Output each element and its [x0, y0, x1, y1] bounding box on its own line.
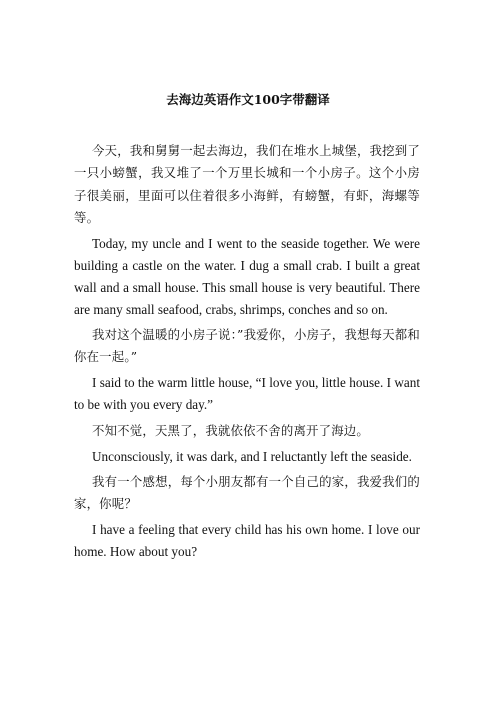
paragraph-en-4: I have a feeling that every child has his own home. I love our home. How about you? [74, 522, 420, 560]
paragraph-zh-1: 今天，我和舅舅一起去海边，我们在堆水上城堡，我挖到了一只小螃蟹，我又堆了一个万里长城和一个小房子。这个小房子很美丽，里面可以住着很多小海鲜，有螃蟹，有虾，海螺等等。 [74, 143, 420, 225]
paragraph-zh-2: 我对这个温暖的小房子说：”我爱你，小房子，我想每天都和你在一起。” [74, 327, 420, 365]
paragraph-en-3: Unconsciously, it was dark, and I reluctantly left the seaside. [92, 448, 412, 464]
document-title: 去海边英语作文100字带翻译 [166, 92, 330, 107]
document-body [74, 140, 420, 563]
paragraph-en-2: I said to the warm little house, “I love you, little house. I want to be with you every day.” [74, 375, 420, 413]
paragraph-en-1: Today, my uncle and I went to the seaside together. We were building a castle on the water. I dug a small crab. I built a great wall and a small house. This small house is very beautiful. There are many small seafood, crabs, shrimps, conches and so on. [74, 235, 420, 317]
paragraph-zh-4: 我有一个感想，每个小朋友都有一个自己的家，我爱我们的家，你呢？ [74, 474, 420, 512]
paragraph-zh-3: 不知不觉，天黑了，我就依依不舍的离开了海边。 [92, 422, 369, 438]
